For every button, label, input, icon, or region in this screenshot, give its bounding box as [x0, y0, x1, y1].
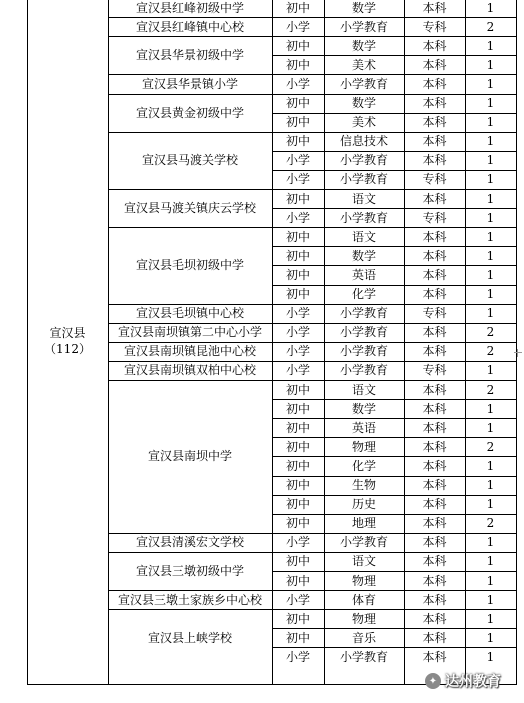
quantity: 2 [486, 344, 495, 359]
school-name: 宣汉县南坝中学 [147, 449, 232, 464]
row-line [272, 55, 516, 56]
row-line [272, 571, 516, 572]
school-line [108, 380, 516, 381]
school-level: 小学 [285, 210, 310, 225]
degree: 专科 [422, 19, 447, 34]
school-level: 小学 [285, 344, 310, 359]
quantity: 1 [486, 592, 495, 607]
degree: 本科 [422, 57, 447, 72]
row-line [272, 514, 516, 515]
degree: 本科 [422, 76, 447, 91]
subject: 数学 [351, 401, 376, 416]
degree: 本科 [422, 516, 447, 531]
quantity: 1 [486, 96, 495, 111]
school-level: 小学 [285, 76, 310, 91]
school-level: 小学 [285, 649, 310, 664]
degree: 本科 [422, 497, 447, 512]
school-level: 初中 [285, 554, 310, 569]
school-name: 宣汉县南坝镇双柏中心校 [123, 363, 256, 378]
degree: 本科 [422, 649, 447, 664]
school-name: 宣汉县清溪宏文学校 [135, 535, 244, 550]
subject: 信息技术 [339, 134, 388, 149]
quantity: 1 [486, 306, 495, 321]
school-level: 小学 [285, 19, 310, 34]
subject: 小学教育 [339, 325, 388, 340]
degree: 本科 [422, 287, 447, 302]
subject: 语文 [351, 191, 376, 206]
school-name: 宣汉县南坝镇第二中心小学 [117, 325, 262, 340]
school-name: 宣汉县三墩初级中学 [135, 563, 244, 578]
degree: 本科 [422, 401, 447, 416]
county-name: 宣汉县 [49, 326, 86, 340]
row-line [272, 476, 516, 477]
quantity: 1 [486, 401, 495, 416]
watermark [425, 670, 520, 692]
school-level: 初中 [285, 382, 310, 397]
quantity: 1 [486, 611, 495, 626]
school-line [108, 609, 516, 610]
degree: 专科 [422, 306, 447, 321]
school-name: 宣汉县毛坝初级中学 [135, 258, 244, 273]
degree: 本科 [422, 153, 447, 168]
watermark-text: 达州教育 [445, 674, 501, 690]
degree: 本科 [422, 344, 447, 359]
school-level: 初中 [285, 248, 310, 263]
quantity: 1 [486, 115, 495, 130]
degree: 本科 [422, 535, 447, 550]
school-level: 初中 [285, 134, 310, 149]
column-line [465, 0, 466, 684]
school-name: 宣汉县红峰初级中学 [135, 0, 244, 15]
school-level: 小学 [285, 535, 310, 550]
quantity: 1 [486, 420, 495, 435]
quantity: 1 [486, 630, 495, 645]
subject: 英语 [351, 420, 376, 435]
subject: 地理 [351, 516, 376, 531]
column-line [27, 0, 28, 684]
degree: 本科 [422, 0, 447, 15]
quantity: 1 [486, 191, 495, 206]
subject: 体育 [351, 592, 376, 607]
subject: 小学教育 [339, 76, 388, 91]
subject: 数学 [351, 248, 376, 263]
school-line [108, 74, 516, 75]
row-line [272, 208, 516, 209]
degree: 本科 [422, 478, 447, 493]
quantity: 1 [486, 497, 495, 512]
school-name: 宣汉县毛坝镇中心校 [135, 306, 244, 321]
school-line [108, 94, 516, 95]
school-level: 初中 [285, 38, 310, 53]
wechat-logo-icon: ✦ [425, 673, 441, 689]
degree: 本科 [422, 611, 447, 626]
quantity: 1 [486, 535, 495, 550]
school-level: 初中 [285, 267, 310, 282]
degree: 本科 [422, 554, 447, 569]
school-level: 初中 [285, 96, 310, 111]
school-line [108, 132, 516, 133]
subject: 物理 [351, 439, 376, 454]
degree: 本科 [422, 115, 447, 130]
quantity: 2 [486, 325, 495, 340]
degree: 本科 [422, 630, 447, 645]
subject: 语文 [351, 554, 376, 569]
quantity: 2 [486, 439, 495, 454]
column-line [404, 0, 405, 684]
quantity: 1 [486, 649, 495, 664]
column-line [324, 0, 325, 684]
quantity: 1 [486, 573, 495, 588]
degree: 本科 [422, 382, 447, 397]
quantity: 1 [486, 267, 495, 282]
row-line [272, 151, 516, 152]
subject: 语文 [351, 382, 376, 397]
quantity: 1 [486, 76, 495, 91]
subject: 小学教育 [339, 210, 388, 225]
school-level: 小学 [285, 153, 310, 168]
quantity: 1 [486, 554, 495, 569]
subject: 英语 [351, 267, 376, 282]
degree: 本科 [422, 592, 447, 607]
school-level: 初中 [285, 115, 310, 130]
subject: 生物 [351, 478, 376, 493]
subject: 化学 [351, 287, 376, 302]
school-level: 初中 [285, 0, 310, 15]
degree: 本科 [422, 420, 447, 435]
quantity: 1 [486, 458, 495, 473]
quantity: 1 [486, 134, 495, 149]
degree: 本科 [422, 134, 447, 149]
quantity: 1 [486, 478, 495, 493]
row-line [272, 170, 516, 171]
school-name: 宣汉县马渡关学校 [141, 153, 238, 168]
row-line [272, 399, 516, 400]
quantity: 1 [486, 172, 495, 187]
degree: 本科 [422, 96, 447, 111]
school-line [108, 361, 516, 362]
school-name: 宣汉县红峰镇中心校 [135, 19, 244, 34]
school-line [108, 323, 516, 324]
row-line [272, 418, 516, 419]
degree: 专科 [422, 172, 447, 187]
county-post-count: （112） [44, 342, 91, 356]
degree: 专科 [422, 210, 447, 225]
school-level: 初中 [285, 191, 310, 206]
quantity: 1 [486, 0, 495, 15]
row-line [272, 246, 516, 247]
column-line [516, 0, 517, 684]
school-name: 宣汉县华景初级中学 [135, 48, 244, 63]
school-level: 初中 [285, 420, 310, 435]
school-level: 初中 [285, 458, 310, 473]
school-level: 小学 [285, 306, 310, 321]
subject: 小学教育 [339, 649, 388, 664]
table-move-handle[interactable] [514, 349, 522, 357]
degree: 本科 [422, 38, 447, 53]
school-level: 小学 [285, 363, 310, 378]
subject: 小学教育 [339, 306, 388, 321]
row-line [272, 437, 516, 438]
subject: 美术 [351, 57, 376, 72]
school-line [108, 17, 516, 18]
school-name: 宣汉县南坝镇昆池中心校 [123, 344, 256, 359]
degree: 本科 [422, 267, 447, 282]
quantity: 2 [486, 516, 495, 531]
school-name: 宣汉县黄金初级中学 [135, 105, 244, 120]
subject: 小学教育 [339, 19, 388, 34]
degree: 本科 [422, 458, 447, 473]
subject: 语文 [351, 229, 376, 244]
school-line [108, 590, 516, 591]
school-level: 初中 [285, 401, 310, 416]
school-level: 小学 [285, 172, 310, 187]
school-level: 初中 [285, 630, 310, 645]
school-level: 初中 [285, 57, 310, 72]
school-level: 初中 [285, 439, 310, 454]
subject: 音乐 [351, 630, 376, 645]
school-line [108, 342, 516, 343]
school-level: 小学 [285, 592, 310, 607]
subject: 小学教育 [339, 363, 388, 378]
subject: 小学教育 [339, 535, 388, 550]
quantity: 1 [486, 210, 495, 225]
subject: 物理 [351, 573, 376, 588]
subject: 化学 [351, 458, 376, 473]
row-line [272, 495, 516, 496]
column-line [108, 0, 109, 684]
degree: 本科 [422, 248, 447, 263]
degree: 本科 [422, 325, 447, 340]
school-level: 初中 [285, 478, 310, 493]
school-level: 初中 [285, 287, 310, 302]
school-line [108, 36, 516, 37]
quantity: 2 [486, 382, 495, 397]
quantity: 1 [486, 363, 495, 378]
degree: 专科 [422, 363, 447, 378]
quantity: 1 [486, 248, 495, 263]
school-level: 初中 [285, 497, 310, 512]
subject: 小学教育 [339, 172, 388, 187]
quantity: 1 [486, 287, 495, 302]
row-line [272, 285, 516, 286]
subject: 美术 [351, 115, 376, 130]
row-line [272, 628, 516, 629]
column-line [272, 0, 273, 684]
school-line [108, 227, 516, 228]
school-level: 初中 [285, 573, 310, 588]
school-name: 宣汉县上峡学校 [147, 630, 232, 645]
subject: 数学 [351, 96, 376, 111]
county-cell [27, 0, 108, 684]
subject: 物理 [351, 611, 376, 626]
row-line [272, 647, 516, 648]
school-level: 初中 [285, 229, 310, 244]
subject: 数学 [351, 0, 376, 15]
quantity: 1 [486, 38, 495, 53]
quantity: 2 [486, 19, 495, 34]
school-level: 初中 [285, 516, 310, 531]
degree: 本科 [422, 191, 447, 206]
school-line [108, 552, 516, 553]
subject: 历史 [351, 497, 376, 512]
school-name: 宣汉县三墩土家族乡中心校 [117, 592, 262, 607]
subject: 小学教育 [339, 344, 388, 359]
subject: 数学 [351, 38, 376, 53]
school-line [108, 189, 516, 190]
school-name: 宣汉县华景镇小学 [141, 76, 238, 91]
degree: 本科 [422, 573, 447, 588]
school-level: 初中 [285, 611, 310, 626]
row-line [272, 456, 516, 457]
school-line [108, 533, 516, 534]
school-name: 宣汉县马渡关镇庆云学校 [123, 201, 256, 216]
school-level: 小学 [285, 325, 310, 340]
quantity: 1 [486, 153, 495, 168]
degree: 本科 [422, 439, 447, 454]
row-line [272, 113, 516, 114]
quantity: 1 [486, 229, 495, 244]
subject: 小学教育 [339, 153, 388, 168]
row-line [272, 265, 516, 266]
school-line [108, 304, 516, 305]
quantity: 1 [486, 57, 495, 72]
degree: 本科 [422, 229, 447, 244]
